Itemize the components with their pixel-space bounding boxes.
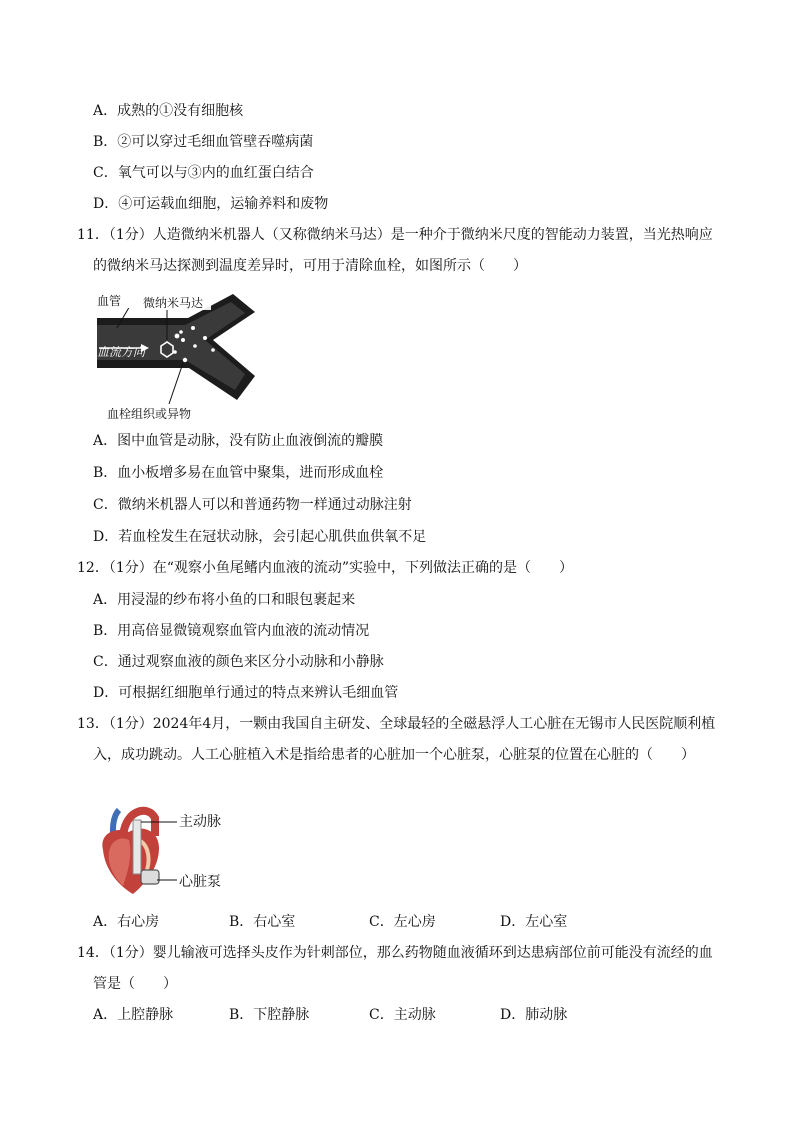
q11-stem-line2: 的微纳米马达探测到温度差异时，可用于清除血栓，如图所示（ ）: [93, 258, 527, 274]
q13-stem-line2: 入，成功跳动。人工心脏植入术是指给患者的心脏加一个心脏泵，心脏泵的位置在心脏的（ ）: [93, 747, 695, 763]
label-aorta: 主动脉: [179, 814, 221, 830]
q11-option-b: B．血小板增多易在血管中聚集，进而形成血栓: [93, 465, 384, 481]
q10-option-c: C．氧气可以与③内的血红蛋白结合: [93, 165, 314, 181]
q10-option-b: B．②可以穿过毛细血管壁吞噬病菌: [93, 134, 314, 150]
label-vessel: 血管: [97, 294, 122, 308]
label-flow-direction: 血流方向: [97, 345, 146, 359]
q13-stem-line1: 13．（1分）2024年4月，一颗由我国自主研发、全球最轻的全磁悬浮人工心脏在无锡市人民医院顺利植: [77, 716, 716, 732]
q12-option-d: D．可根据红细胞单行通过的特点来辨认毛细血管: [93, 685, 399, 701]
q10-option-a: A．成熟的①没有细胞核: [93, 103, 244, 119]
q13-option-c: C．左心房: [369, 914, 436, 930]
q11-stem-line1: 11．（1分）人造微纳米机器人（又称微纳米马达）是一种介于微纳米尺度的智能动力装置，当光热响应: [77, 227, 713, 243]
q13-figure-heart: [93, 800, 243, 900]
label-heart-pump: 心脏泵: [179, 874, 221, 890]
q14-option-c: C．主动脉: [369, 1007, 436, 1023]
q12-option-a: A．用浸湿的纱布将小鱼的口和眼包裹起来: [93, 592, 356, 608]
label-motor: 微纳米马达: [143, 296, 204, 310]
label-clot: 血栓组织或异物: [107, 407, 192, 421]
q13-option-b: B．右心室: [229, 914, 296, 930]
q14-option-d: D．肺动脉: [500, 1007, 568, 1023]
q12-option-c: C．通过观察血液的颜色来区分小动脉和小静脉: [93, 654, 384, 670]
q14-stem-line2: 管是（ ）: [93, 976, 177, 992]
q12-option-b: B．用高倍显微镜观察血管内血液的流动情况: [93, 623, 370, 639]
q14-option-a: A．上腔静脉: [93, 1007, 174, 1023]
q11-option-d: D．若血栓发生在冠状动脉，会引起心肌供血供氧不足: [93, 529, 427, 545]
q10-option-d: D．④可运载血细胞，运输养料和废物: [93, 196, 329, 212]
q14-stem-line1: 14．（1分）婴儿输液可选择头皮作为针刺部位，那么药物随血液循环到达患病部位前可能没有流经的血: [77, 945, 713, 961]
q13-option-a: A．右心房: [93, 914, 160, 930]
q12-stem: 12．（1分）在“观察小鱼尾鳍内血液的流动”实验中，下列做法正确的是（ ）: [77, 560, 574, 576]
q11-option-c: C．微纳米机器人可以和普通药物一样通过动脉注射: [93, 497, 412, 513]
q13-option-d: D．左心室: [500, 914, 568, 930]
q11-figure-blood-vessel: [93, 288, 258, 423]
q11-option-a: A．图中血管是动脉，没有防止血液倒流的瓣膜: [93, 433, 384, 449]
q14-option-b: B．下腔静脉: [229, 1007, 310, 1023]
